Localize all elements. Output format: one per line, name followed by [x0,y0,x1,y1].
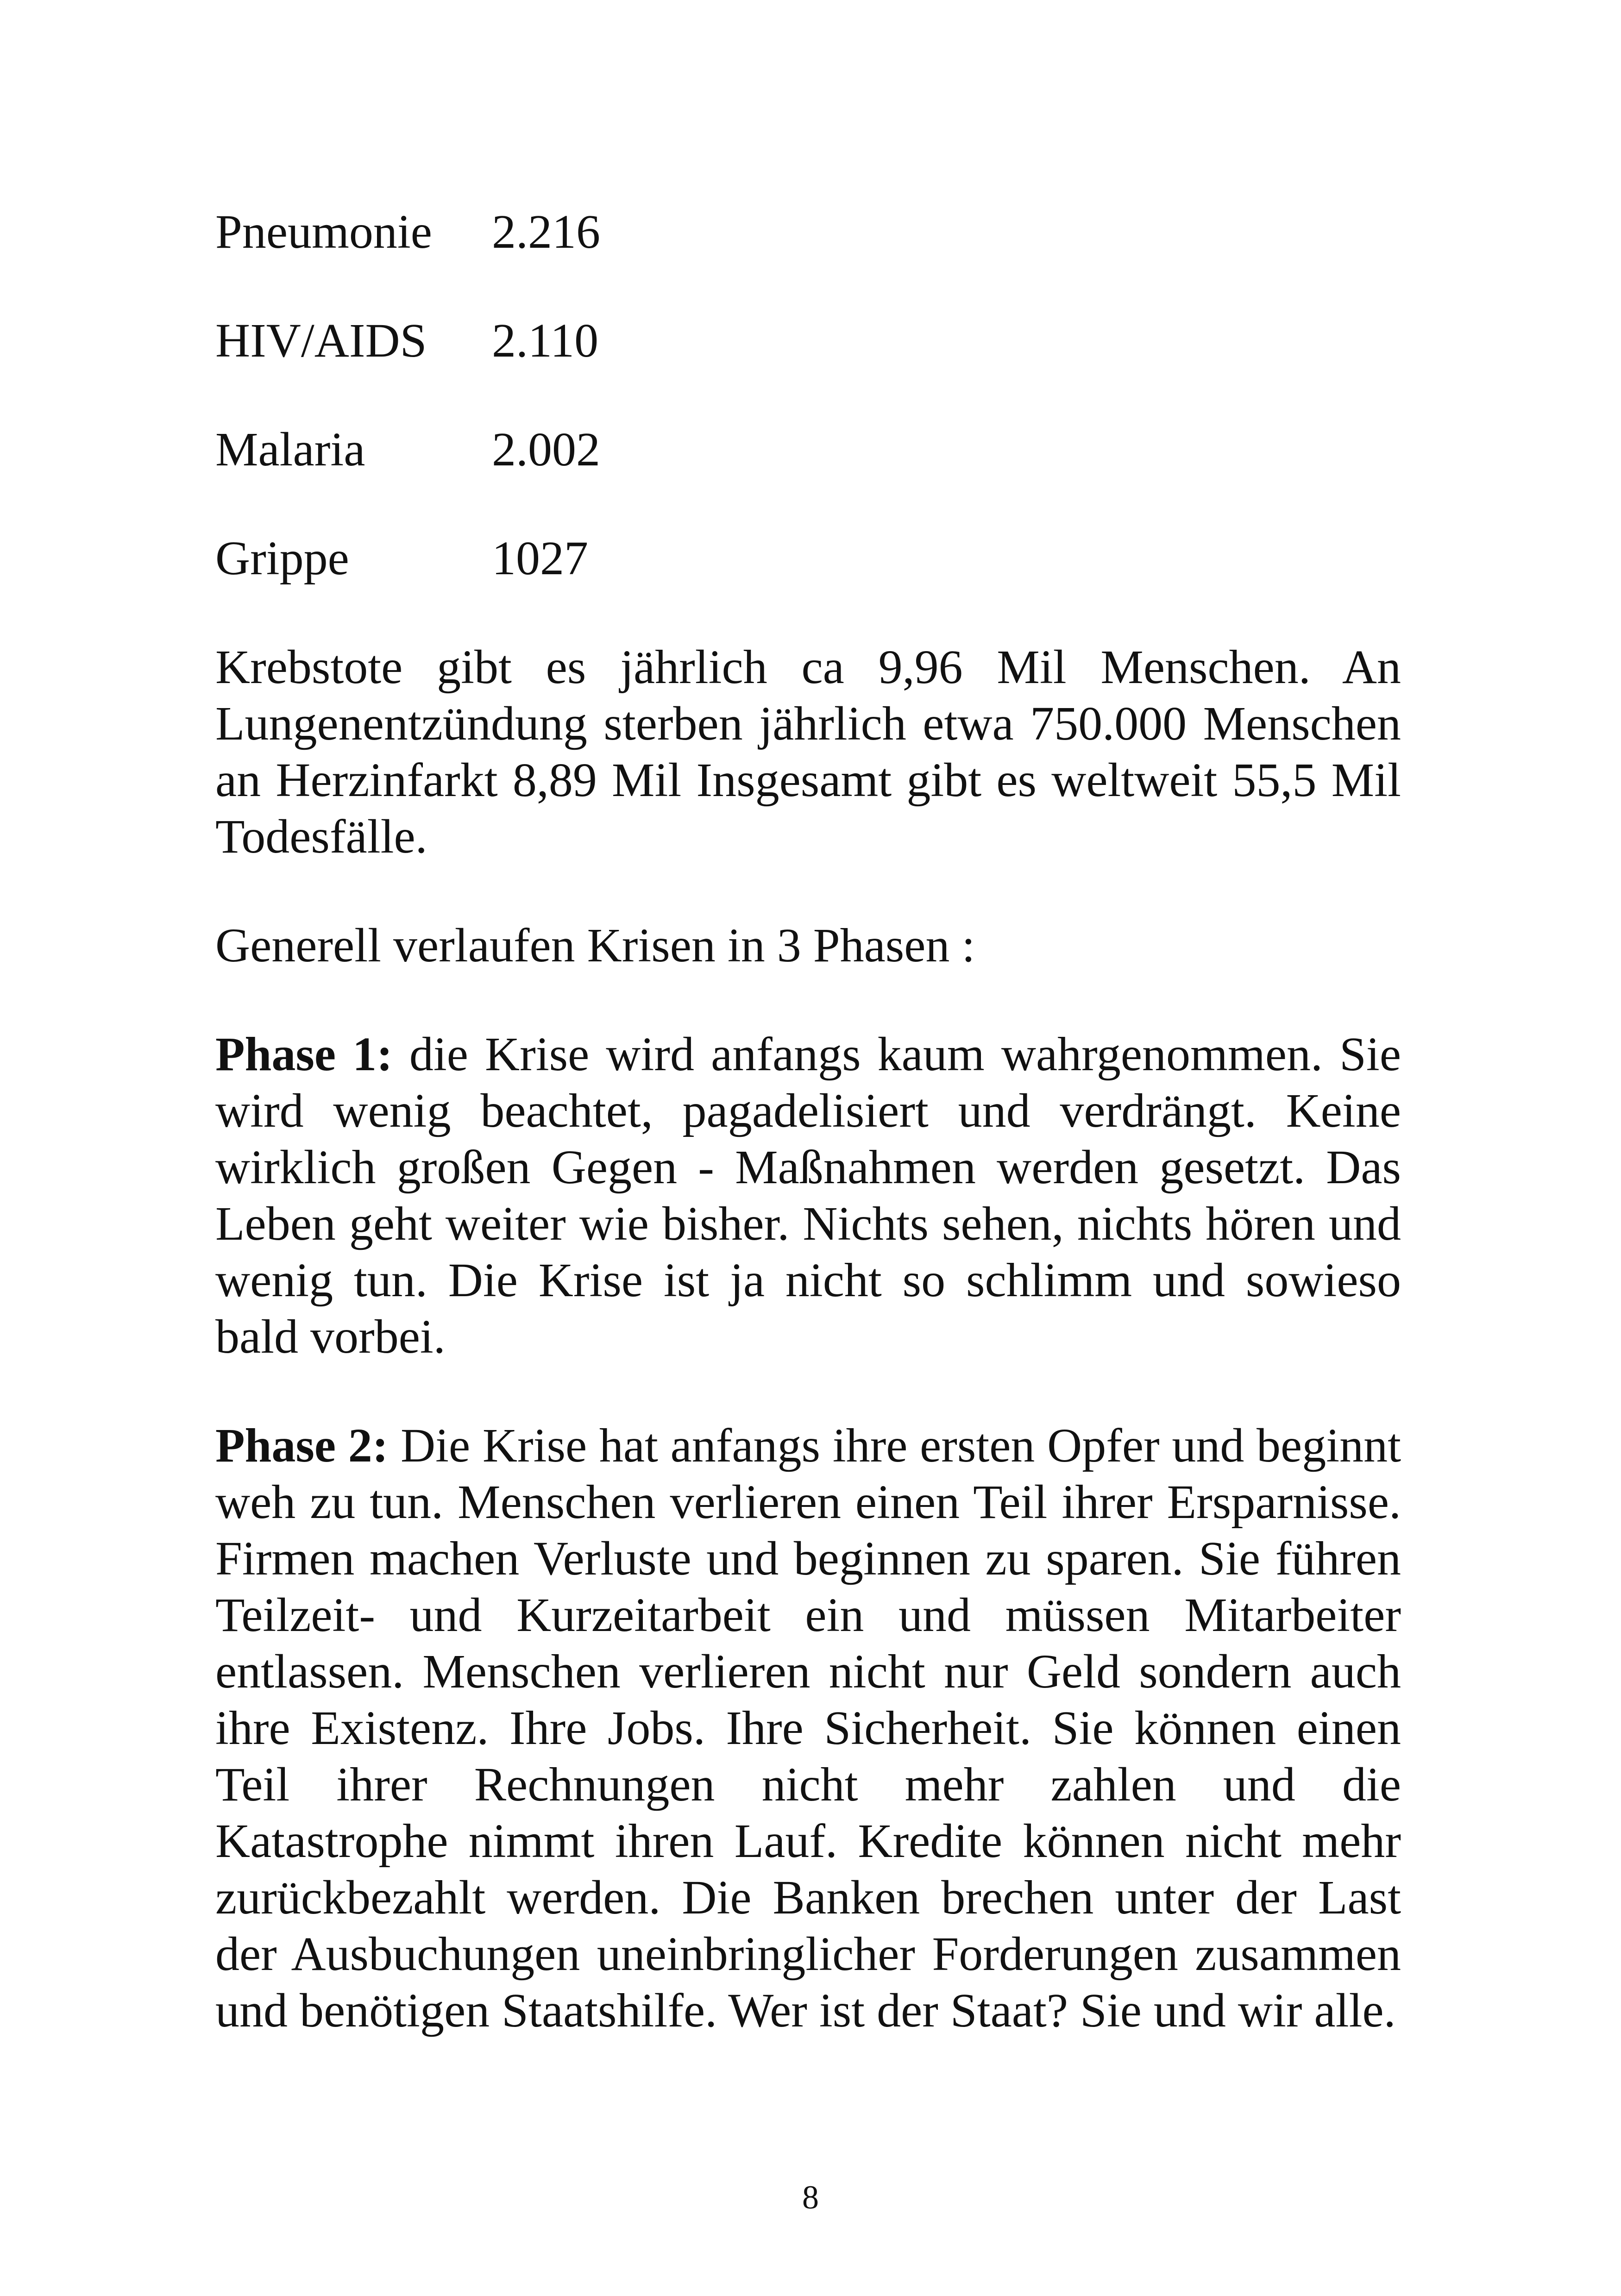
stat-row-pneumonie [215,204,1401,260]
paragraph-phases-intro: Generell verlaufen Krisen in 3 Phasen : [215,919,975,972]
phase-2-label: Phase 2: [215,1419,389,1472]
stat-name: HIV/AIDS [215,314,427,367]
stat-value: 2.110 [492,314,599,367]
stat-row-malaria [215,421,1401,478]
paragraph-phase-2 [215,1418,1401,2039]
phase-1-text: die Krise wird anfangs kaum wahrgenommen. Sie wird wenig beachtet, pagadelisiert und verdrängt. Keine wirklich großen Gegen - Maßnahmen werden gesetzt. Das Leben geht weiter wie bisher. Nichts sehen, nichts hören und wenig tun. Die Krise ist ja nicht so schlimm und sowieso bald vorbei. [215,1028,1401,1363]
stat-name: Grippe [215,532,349,585]
phase-1-label: Phase 1: [215,1028,393,1081]
paragraph-death-statistics: Krebstote gibt es jährlich ca 9,96 Mil Menschen. An Lungenentzündung sterben jährlich etwa 750.000 Menschen an Herzinfarkt 8,89 Mil Insgesamt gibt es weltweit 55,5 Mil Todesfälle. [215,640,1401,863]
stat-name: Malaria [215,423,365,476]
stat-value: 2.002 [492,423,600,476]
stat-row-hiv-aids [215,313,1401,369]
paragraph-phase-1 [215,1026,1401,1365]
stat-value: 1027 [492,532,588,585]
page-content [215,204,1401,2039]
stat-value: 2.216 [492,205,600,258]
stat-name: Pneumonie [215,205,432,258]
stat-row-grippe [215,530,1401,587]
page-number: 8 [802,2179,819,2216]
phase-2-text: Die Krise hat anfangs ihre ersten Opfer und beginnt weh zu tun. Menschen verlieren einen Teil ihrer Ersparnisse. Firmen machen Verluste und beginnen zu sparen. Sie führen Teilzeit- und Kurzeitarbeit ein und müssen Mitarbeiter entlassen. Menschen verlieren nicht nur Geld sondern auch ihre Existenz. Ihre Jobs. Ihre Sicherheit. Sie können einen Teil ihrer Rechnungen nicht mehr zahlen und die Katastrophe nimmt ihren Lauf. Kredite können nicht mehr zurückbezahlt werden. Die Banken brechen unter der Last der Ausbuchungen uneinbringlicher Forderungen zusammen und benötigen Staatshilfe. Wer ist der Staat? Sie und wir alle. [215,1419,1401,2037]
